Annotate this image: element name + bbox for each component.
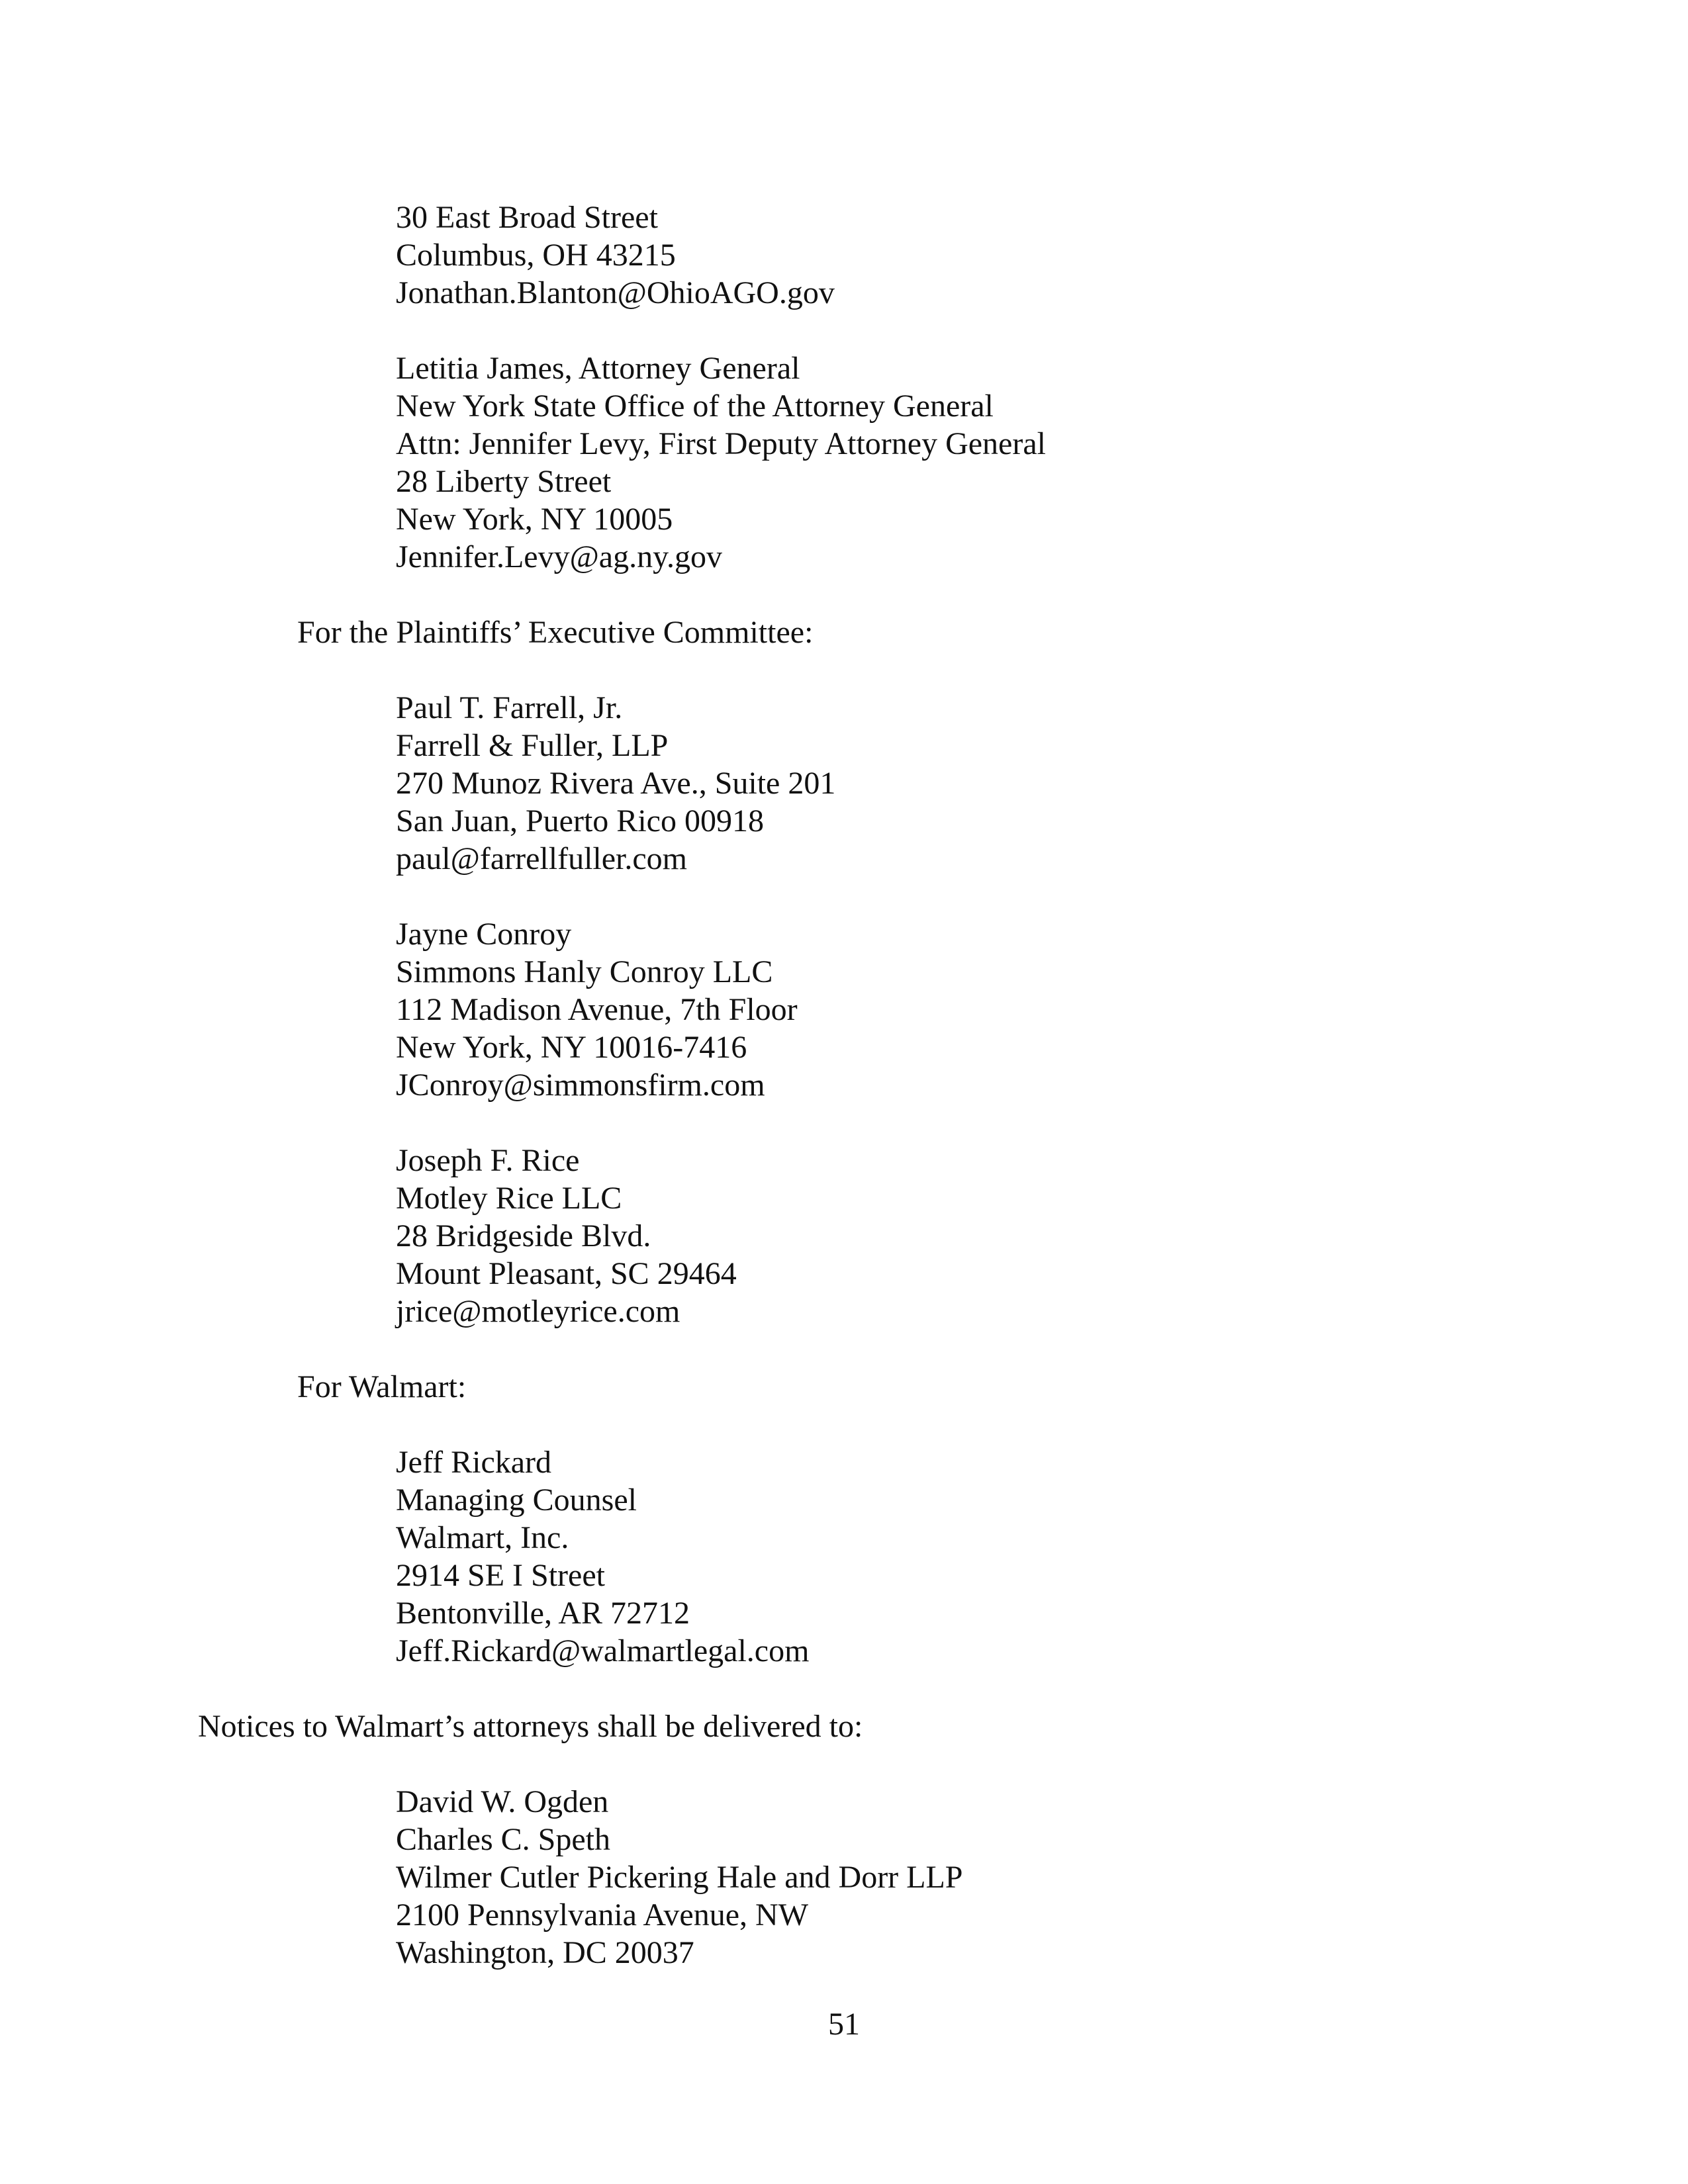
conroy-street: 112 Madison Avenue, 7th Floor <box>396 992 798 1027</box>
wilmer-street: 2100 Pennsylvania Avenue, NW <box>396 1897 808 1933</box>
ohio-email: Jonathan.Blanton@OhioAGO.gov <box>396 275 835 310</box>
rice-city: Mount Pleasant, SC 29464 <box>396 1256 737 1291</box>
ny-city: New York, NY 10005 <box>396 502 673 537</box>
page-number: 51 <box>828 2007 860 2042</box>
wilmer-firm: Wilmer Cutler Pickering Hale and Dorr LLP <box>396 1860 963 1895</box>
walmart-contact-name: Jeff Rickard <box>396 1445 552 1480</box>
walmart-city: Bentonville, AR 72712 <box>396 1596 690 1631</box>
rice-email: jrice@motleyrice.com <box>396 1294 680 1329</box>
ny-attn: Attn: Jennifer Levy, First Deputy Attorney General <box>396 426 1046 461</box>
conroy-email: JConroy@simmonsfirm.com <box>396 1068 765 1103</box>
conroy-city: New York, NY 10016-7416 <box>396 1030 747 1065</box>
farrell-street: 270 Munoz Rivera Ave., Suite 201 <box>396 766 836 801</box>
wilmer-attorney-2: Charles C. Speth <box>396 1822 610 1857</box>
farrell-name: Paul T. Farrell, Jr. <box>396 690 623 725</box>
ohio-address-city: Columbus, OH 43215 <box>396 238 676 273</box>
rice-street: 28 Bridgeside Blvd. <box>396 1218 651 1253</box>
attorneys-heading: Notices to Walmart’s attorneys shall be delivered to: <box>198 1709 863 1744</box>
ny-office: New York State Office of the Attorney General <box>396 388 994 424</box>
walmart-contact-title: Managing Counsel <box>396 1482 637 1518</box>
farrell-city: San Juan, Puerto Rico 00918 <box>396 803 764 839</box>
walmart-company: Walmart, Inc. <box>396 1520 569 1555</box>
wilmer-attorney-1: David W. Ogden <box>396 1784 609 1819</box>
conroy-name: Jayne Conroy <box>396 917 572 952</box>
farrell-firm: Farrell & Fuller, LLP <box>396 728 669 763</box>
walmart-email: Jeff.Rickard@walmartlegal.com <box>396 1633 810 1668</box>
wilmer-city: Washington, DC 20037 <box>396 1935 694 1970</box>
ny-name: Letitia James, Attorney General <box>396 351 800 386</box>
rice-name: Joseph F. Rice <box>396 1143 580 1178</box>
pec-heading: For the Plaintiffs’ Executive Committee: <box>297 615 814 650</box>
ny-street: 28 Liberty Street <box>396 464 612 499</box>
rice-firm: Motley Rice LLC <box>396 1181 622 1216</box>
walmart-heading: For Walmart: <box>297 1369 467 1404</box>
ohio-address-street: 30 East Broad Street <box>396 200 658 235</box>
farrell-email: paul@farrellfuller.com <box>396 841 688 876</box>
conroy-firm: Simmons Hanly Conroy LLC <box>396 954 773 989</box>
walmart-street: 2914 SE I Street <box>396 1558 605 1593</box>
ny-email: Jennifer.Levy@ag.ny.gov <box>396 539 722 574</box>
